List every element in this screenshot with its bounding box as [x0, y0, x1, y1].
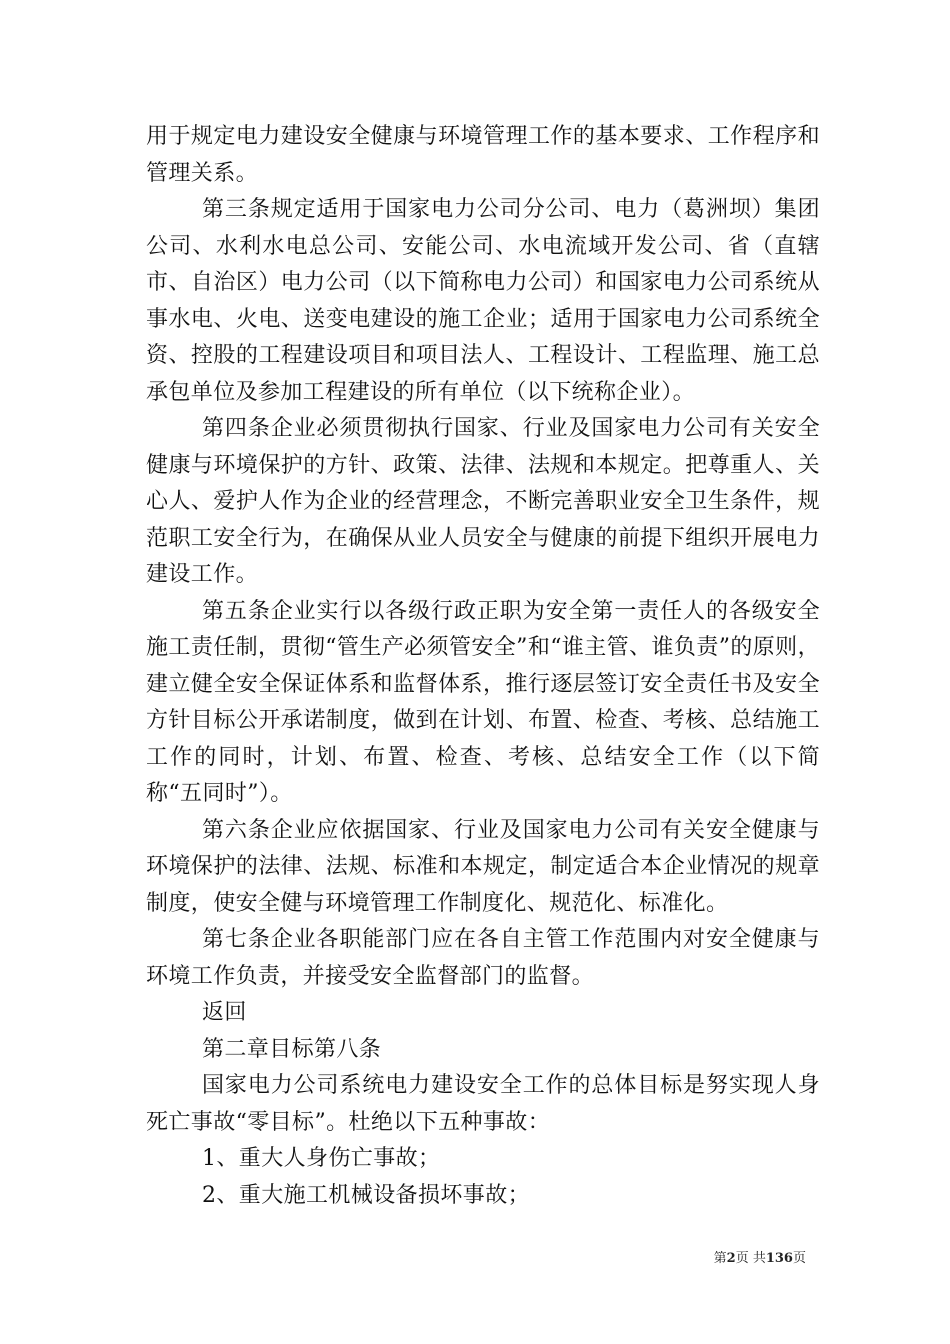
return-link[interactable]: 返回 [202, 1000, 247, 1025]
page-footer [600, 1247, 806, 1266]
chapter-heading: 第二章目标第八条 [202, 1036, 382, 1062]
paragraph: 国家电力公司系统电力建设安全工作的总体目标是努实现人身死亡事故“零目标”。杜绝以下五种事故： [146, 1073, 820, 1135]
paragraph: 第三条规定适用于国家电力公司分公司、电力（葛洲坝）集团公司、水利水电总公司、安能公司、水电流域开发公司、省（直辖市、自治区）电力公司（以下简称电力公司）和国家电力公司系统从事水电、火电、送变电建设的施工企业；适用于国家电力公司系统全资、控股的工程建设项目和项目法人、工程设计、工程监理、施工总承包单位及参加工程建设的所有单位（以下统称企业）。 [146, 197, 820, 405]
paragraph: 第六条企业应依据国家、行业及国家电力公司有关安全健康与环境保护的法律、法规、标准和本规定，制定适合本企业情况的规章制度，使安全健与环境管理工作制度化、规范化、标准化。 [146, 817, 820, 916]
footer-suffix: 页 [792, 1251, 806, 1266]
list-item: 2、重大施工机械设备损坏事故； [202, 1182, 530, 1208]
current-page-number: 2 [726, 1251, 736, 1266]
total-page-count: 136 [765, 1251, 793, 1266]
paragraph: 第四条企业必须贯彻执行国家、行业及国家电力公司有关安全健康与环境保护的方针、政策、法律、法规和本规定。把尊重人、关心人、爱护人作为企业的经营理念，不断完善职业安全卫生条件，规范职工安全行为，在确保从业人员安全与健康的前提下组织开展电力建设工作。 [146, 416, 820, 587]
paragraph: 用于规定电力建设安全健康与环境管理工作的基本要求、工作程序和管理关系。 [146, 124, 820, 186]
list-item: 1、重大人身伤亡事故； [202, 1146, 441, 1171]
footer-prefix: 第 [713, 1251, 727, 1266]
footer-middle: 页 共 [735, 1251, 766, 1266]
document-body [146, 119, 820, 1214]
paragraph: 第五条企业实行以各级行政正职为安全第一责任人的各级安全施工责任制，贯彻“管生产必须管安全”和“谁主管、谁负责”的原则，建立健全安全保证体系和监督体系，推行逐层签订安全责任书及安全方针目标公开承诺制度，做到在计划、布置、检查、考核、总结施工工作的同时，计划、布置、检查、考核、总结安全工作（以下简称“五同时”）。 [146, 598, 820, 806]
paragraph: 第七条企业各职能部门应在各自主管工作范围内对安全健康与环境工作负责，并接受安全监督部门的监督。 [146, 927, 820, 989]
